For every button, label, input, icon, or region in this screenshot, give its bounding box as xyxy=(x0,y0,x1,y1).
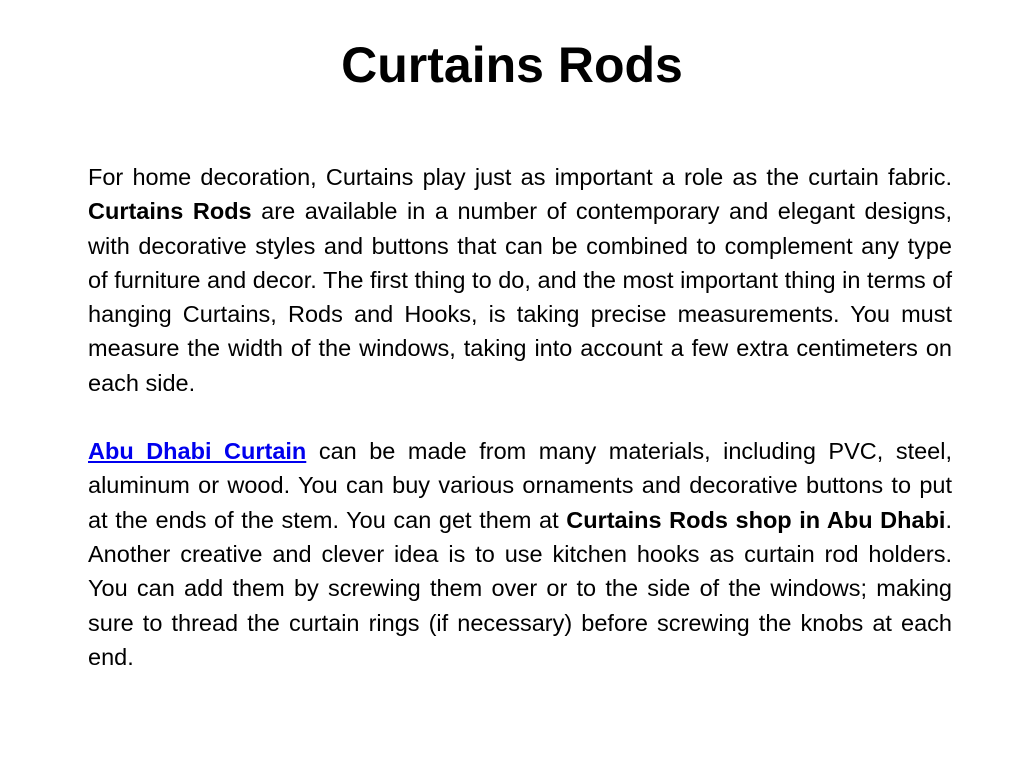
body-content xyxy=(88,160,952,674)
paragraph-intro-text-start: For home decoration, Curtains play just as important a role as the curtain fabric. xyxy=(88,164,952,190)
curtains-rods-emphasis: Curtains Rods xyxy=(88,198,252,225)
page-title: Curtains Rods xyxy=(341,37,683,93)
paragraph-intro-text-end: are available in a number of contemporary and elegant designs, with decorative styles and buttons that can be combined to complement any type of furniture and decor. The first thing to do, and the most important thing in terms of hanging Curtains, Rods and Hooks, is taking precise measurements. You must measure the width of the windows, taking into account a few extra centimeters on each side. xyxy=(88,198,952,396)
curtains-rods-shop-emphasis: Curtains Rods shop in Abu Dhabi xyxy=(566,506,946,533)
paragraph-materials-text-end: . Another creative and clever idea is to use kitchen hooks as curtain rod holders. You can add them by screwing them over or to the side of the windows; making sure to thread the curtain rings (if necessary) before screwing the knobs at each end. xyxy=(88,506,952,670)
paragraph-intro xyxy=(88,160,952,400)
paragraph-materials xyxy=(88,434,952,674)
abu-dhabi-curtain-link[interactable]: Abu Dhabi Curtain xyxy=(88,438,307,465)
paragraph-materials-text-start: can be made from many materials, including PVC, steel, aluminum or wood. You can buy various ornaments and decorative buttons to put at the ends of the stem. You can get them at xyxy=(88,438,952,533)
